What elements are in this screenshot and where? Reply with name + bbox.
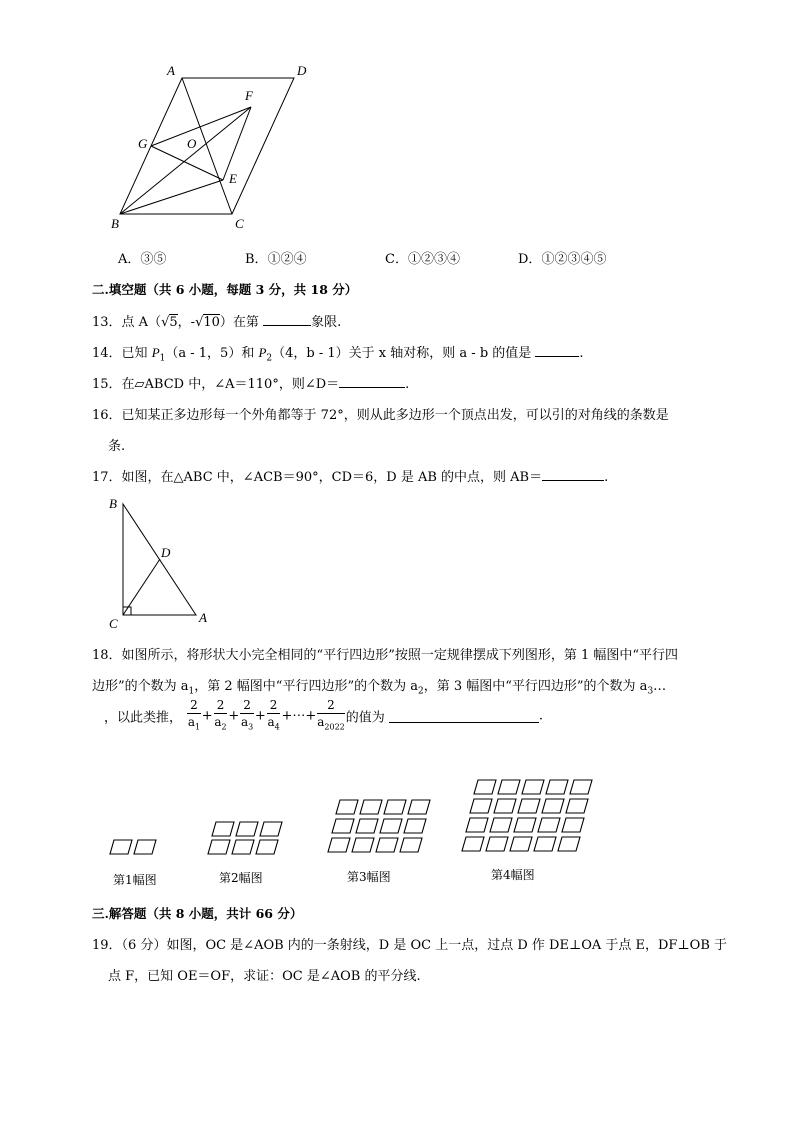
question-13: 13．点 A（√5，-√10）在第 象限. <box>92 315 342 330</box>
pattern-figure-4 <box>462 780 592 851</box>
label-o: O <box>187 136 197 151</box>
fraction: $\frac{2}{a_3}$ <box>240 698 254 732</box>
sqrt-icon: √ <box>161 315 170 330</box>
question-16-line2: 条. <box>108 439 126 454</box>
question-18-line3: ，以此类推， $\frac{2}{a_1}$ + $\frac{2}{a_2}$ + $\frac{2}{a_3}$ + $\frac{2}{a_4}$ +⋯+ $\frac{2}{a_{2022}}$ 的值为 . <box>104 697 543 735</box>
label-g: G <box>138 136 148 151</box>
question-18: 18．如图所示，将形状大小完全相同的“平行四边形”按照一定规律摆成下列图形，第 1 幅图中“平行四 <box>92 648 679 663</box>
question-14: 14．已知 $P_1(a - 1$，5）和 $P_2(4$，b - 1）关于 x 轴对称，则 a - b 的值是 . <box>92 345 584 364</box>
label-a: A <box>167 63 175 78</box>
label-a: A <box>199 610 207 625</box>
caption-figure-3: 第3幅图 <box>347 870 391 884</box>
caption-figure-4: 第4幅图 <box>491 868 535 882</box>
answer-blank[interactable] <box>389 710 539 723</box>
option-d: D．①②③④⑤ <box>518 252 607 267</box>
label-f: F <box>245 88 253 103</box>
label-c: C <box>235 216 244 231</box>
question-15: 15．在▱ABCD 中，∠A＝110°，则∠D＝ . <box>92 377 410 392</box>
label-b: B <box>111 216 119 231</box>
figure-parallelogram <box>105 60 325 240</box>
section3-title: 三.解答题（共 8 小题，共计 66 分） <box>92 906 303 921</box>
label-d: D <box>161 545 171 560</box>
question-18-line2: 边形”的个数为 $a_1$，第 2 幅图中“平行四边形”的个数为 $a_2$，第 3 幅图中“平行四边形”的个数为 $a_3\dots$ <box>92 679 667 697</box>
sqrt-icon: √ <box>195 315 204 330</box>
pattern-figure-2 <box>208 822 282 854</box>
option-b: B．①②④ <box>245 252 307 267</box>
option-a: A．③⑤ <box>118 252 167 267</box>
fraction: $\frac{2}{a_1}$ <box>187 698 201 732</box>
question-19-line2: 点 F，已知 OE＝OF，求证：OC 是∠AOB 的平分线. <box>108 969 421 984</box>
caption-figure-2: 第2幅图 <box>219 871 263 885</box>
pattern-figure-1 <box>110 840 156 854</box>
figure-right-triangle <box>100 492 220 632</box>
label-d: D <box>297 63 307 78</box>
answer-blank[interactable] <box>263 313 311 326</box>
label-e: E <box>229 171 237 186</box>
fraction: $\frac{2}{a_4}$ <box>267 698 280 732</box>
caption-figure-1: 第1幅图 <box>113 873 157 887</box>
question-17: 17．如图，在△ABC 中，∠ACB＝90°，CD＝6，D 是 AB 的中点，则 AB＝ . <box>92 470 609 485</box>
option-c: C．①②③④ <box>385 252 460 267</box>
question-16: 16．已知某正多边形每一个外角都等于 72°，则从此多边形一个顶点出发，可以引的对角线的条数是 <box>92 408 669 423</box>
fraction: $\frac{2}{a_{2022}}$ <box>317 698 345 732</box>
label-b: B <box>109 496 117 511</box>
fraction: $\frac{2}{a_2}$ <box>214 698 227 732</box>
answer-blank[interactable] <box>542 468 604 481</box>
question-19: 19．（6 分）如图，OC 是∠AOB 内的一条射线，D 是 OC 上一点，过点 D 作 DE⊥OA 于点 E，DF⊥OB 于 <box>92 938 728 953</box>
answer-blank[interactable] <box>535 344 579 357</box>
answer-blank[interactable] <box>339 375 405 388</box>
section2-title: 二.填空题（共 6 小题，每题 3 分，共 18 分） <box>92 282 358 297</box>
label-c: C <box>109 616 118 631</box>
pattern-figure-3 <box>328 800 430 852</box>
